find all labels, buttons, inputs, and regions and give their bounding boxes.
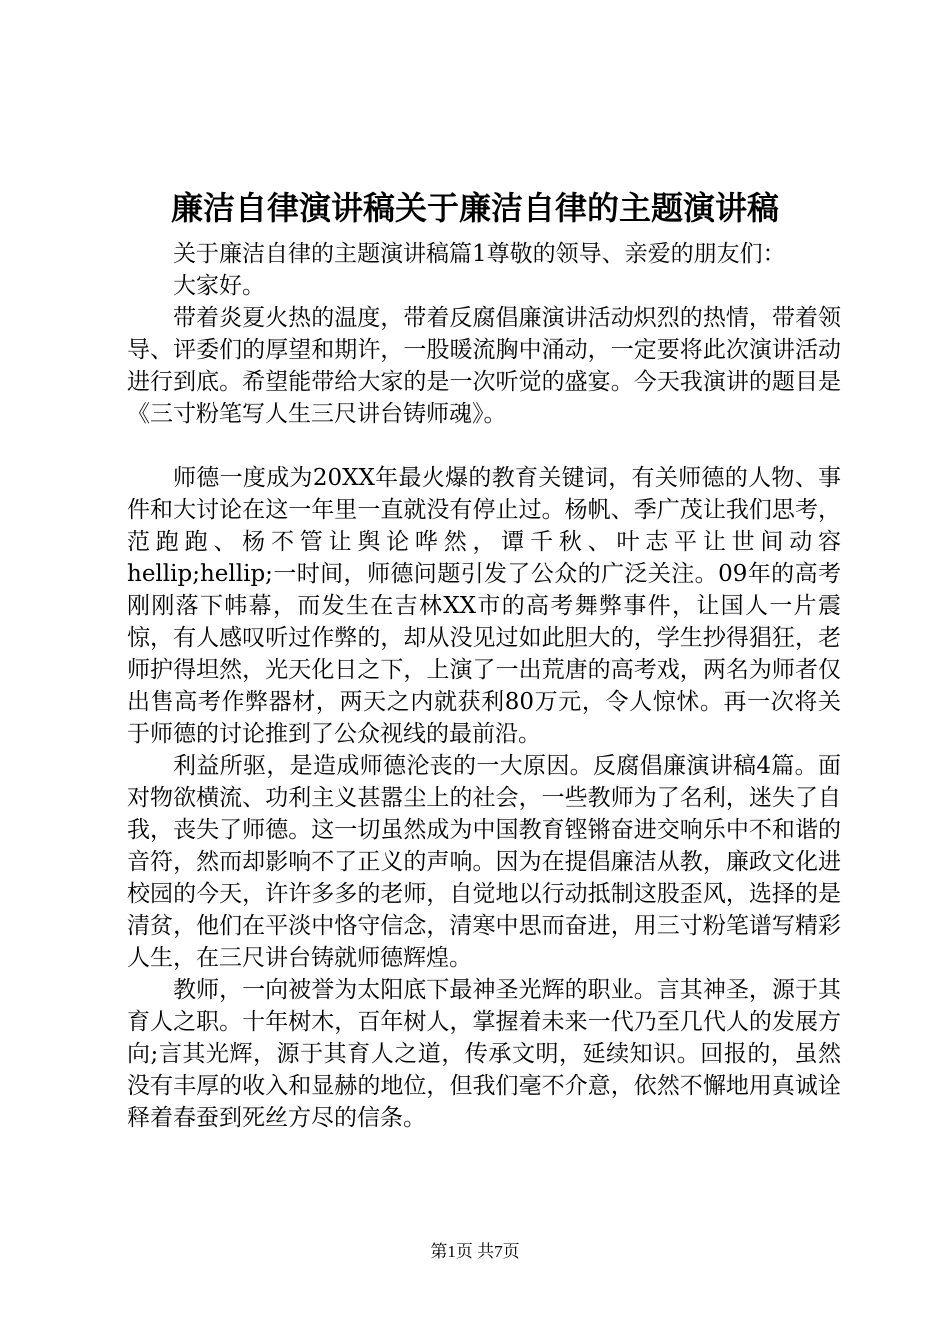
paragraph-teacher-ethics: 师德一度成为20XX年最火爆的教育关键词，有关师德的人物、事件和大讨论在这一年里一直就没有停止过。杨帆、季广茂让我们思考，范跑跑、杨不管让舆论哗然，谭千秋、叶志平让世间动容hellip;hellip;一时间，师德问题引发了公众的广泛关注。09年的高考刚刚落下帏幕，而发生在吉林XX市的高考舞弊事件，让国人一片震惊，有人感叹听过作弊的，却从没见过如此胆大的，学生抄得猖狂，老师护得坦然，光天化日之下，上演了一出荒唐的高考戏，两名为师者仅出售高考作弊器材，两天之内就获利80万元，令人惊怵。再一次将关于师德的讨论推到了公众视线的最前沿。 — [127, 465, 841, 747]
paragraph-interest: 利益所驱，是造成师德沦丧的一大原因。反腐倡廉演讲稿4篇。面对物欲横流、功利主义甚嚣尘上的社会，一些教师为了名利，迷失了自我，丧失了师德。这一切虽然成为中国教育铿锵奋进交响乐中不和谐的音符，然而却影响不了正义的声响。因为在提倡廉洁从教，廉政文化进校园的今天，许许多多的老师，自觉地以行动抵制这股歪风，选择的是清贫，他们在平淡中恪守信念，清寒中思而奋进，用三寸粉笔谱写精彩人生，在三尺讲台铸就师德辉煌。 — [127, 753, 841, 971]
paragraph-intro: 带着炎夏火热的温度，带着反腐倡廉演讲活动炽烈的热情，带着领导、评委们的厚望和期许，一股暖流胸中涌动，一定要将此次演讲活动进行到底。希望能带给大家的是一次听觉的盛宴。今天我演讲的题目是《三寸粉笔写人生三尺讲台铸师魂》。 — [127, 305, 841, 427]
document-title: 廉洁自律演讲稿关于廉洁自律的主题演讲稿 — [170, 189, 779, 227]
page-number: 第1页 共7页 — [430, 1242, 520, 1261]
document-body — [127, 238, 841, 1134]
paragraph-hello: 大家好。 — [173, 273, 265, 299]
paragraph-greeting: 关于廉洁自律的主题演讲稿篇1尊敬的领导、亲爱的朋友们： — [173, 241, 786, 267]
paragraph-teacher-profession: 教师，一向被誉为太阳底下最神圣光辉的职业。言其神圣，源于其育人之职。十年树木，百年树人，掌握着未来一代乃至几代人的发展方向;言其光辉，源于其育人之道，传承文明，延续知识。回报的，虽然没有丰厚的收入和显赫的地位，但我们毫不介意，依然不懈地用真诚诠释着春蚕到死丝方尽的信条。 — [127, 977, 841, 1131]
